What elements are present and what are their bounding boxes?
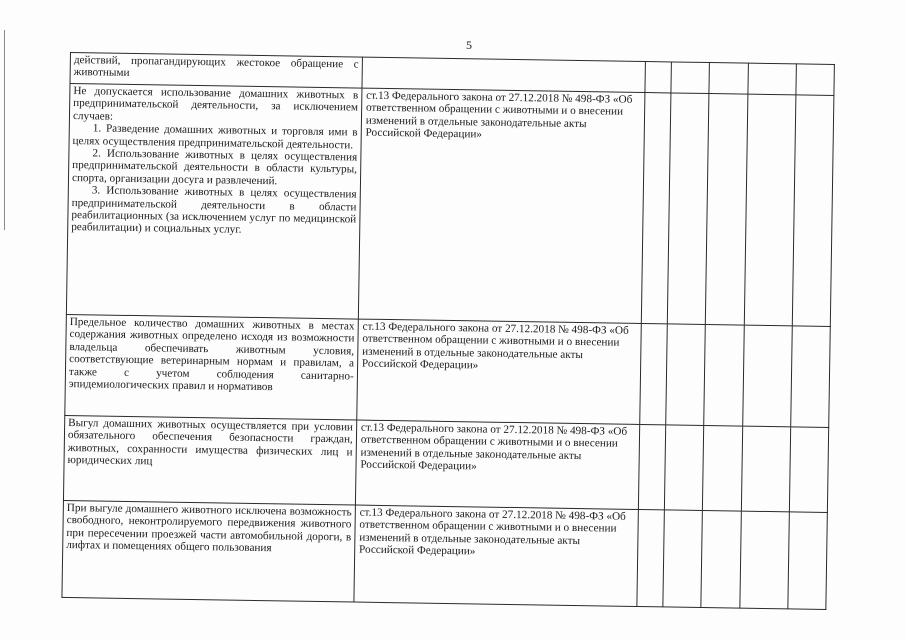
law-reference-cell [362,57,646,92]
law-reference-text: ст.13 Федерального закона от 27.12.2018 № 498-ФЗ «Об ответственном обращении с животными и о внесении изменений в отдельные законодательные акты Российской Федерации» [358,506,626,558]
check-cell-na [701,510,742,608]
check-cell-yes [640,324,668,425]
check-cell-no [665,425,704,511]
requirements-table [61,52,834,610]
check-cell-na [705,94,748,326]
check-cell-extra [743,325,793,427]
requirement-cell [70,53,362,89]
law-reference-cell [354,505,639,606]
check-cell-yes [645,62,672,93]
page-number: 5 [466,38,472,52]
exception-list [71,122,358,238]
law-reference-cell [357,319,642,424]
requirement-text: Предельное количество домашних животных в местах содержания животных определено исходя из возможности владельца обеспечивать животным условия, соответствующие ветеринарным нормам и правилам, а также с учетом соблюдения санитарно-эпидемиологических правил и нормативов [68,316,355,394]
requirements-table-wrapper [61,52,835,628]
law-reference-cell [358,88,645,323]
law-reference-text: ст.13 Федерального закона от 27.12.2018 № 498-ФЗ «Об ответственном обращении с животными и о внесении изменений в отдельные законодательные акты Российской Федерации» [365,89,633,141]
check-cell-no [668,93,709,325]
check-cell-na [702,425,743,511]
requirement-cell [63,415,356,505]
law-reference-text: ст.13 Федерального закона от 27.12.2018 № 498-ФЗ «Об ответственном обращении с животными и о внесении изменений в отдельные законодательные акты Российской Федерации» [361,320,629,372]
notes-cell [793,95,834,327]
check-cell-na [704,325,745,427]
table-row [62,500,827,609]
exception-item: 2. Использование животных в целях осуществления предпринимательской деятельности в области культуры, спорта, организации досуга и развлечений. [71,147,358,188]
exception-item: 1. Разведение домашних животных и торговля ими в целях осуществления предпринимательской деятельности. [72,122,358,152]
law-reference-text [367,59,642,63]
requirement-intro: Не допускается использование домашних животных в предпринимательской деятельности, за исключением случаев: [72,85,359,123]
table-row [66,84,834,327]
check-cell-yes [639,424,666,509]
check-cell-na [709,63,749,95]
requirement-cell [65,314,358,420]
check-cell-no [663,510,702,608]
check-cell-extra [748,63,796,95]
exception-item: 3. Использование животных в целях осуществления предпринимательской деятельности в области реабилитационных (за исключением услуг по медицинской реабилитации) и социальных услуг. [71,184,357,237]
check-cell-yes [637,509,665,606]
requirement-cell [66,84,361,320]
check-cell-yes [642,93,672,324]
scan-margin-line [4,30,5,230]
check-cell-no [671,62,709,94]
law-reference-text: ст.13 Федерального закона от 27.12.2018 № 498-ФЗ «Об ответственном обращении с животными и о внесении изменений в отдельные законодательные акты Российской Федерации» [360,421,628,473]
check-cell-extra [745,94,797,326]
table-row [65,314,830,427]
table-row [63,415,828,512]
check-cell-no [666,324,705,426]
law-reference-cell [355,420,640,509]
requirement-cell [62,500,355,602]
requirement-text: Выгул домашних животных осуществляется при условии обязательного обеспечения безопасности граждан, животных, сохранности имущества физических лиц и юридических лиц [67,417,354,468]
requirement-text: При выгуле домашнего животного исключена возможность свободного, неконтролируемого передвижения животного при пересечении проезжей части автомобильной дороги, в лифтах и помещениях общего пользования [66,502,352,555]
requirement-text: действий, пропагандирующих жестокое обращение с животными [73,54,359,80]
notes-cell [790,427,829,513]
check-cell-extra [740,511,789,609]
notes-cell [788,512,827,610]
notes-cell [791,326,830,428]
check-cell-extra [742,426,791,512]
notes-cell [796,64,834,96]
